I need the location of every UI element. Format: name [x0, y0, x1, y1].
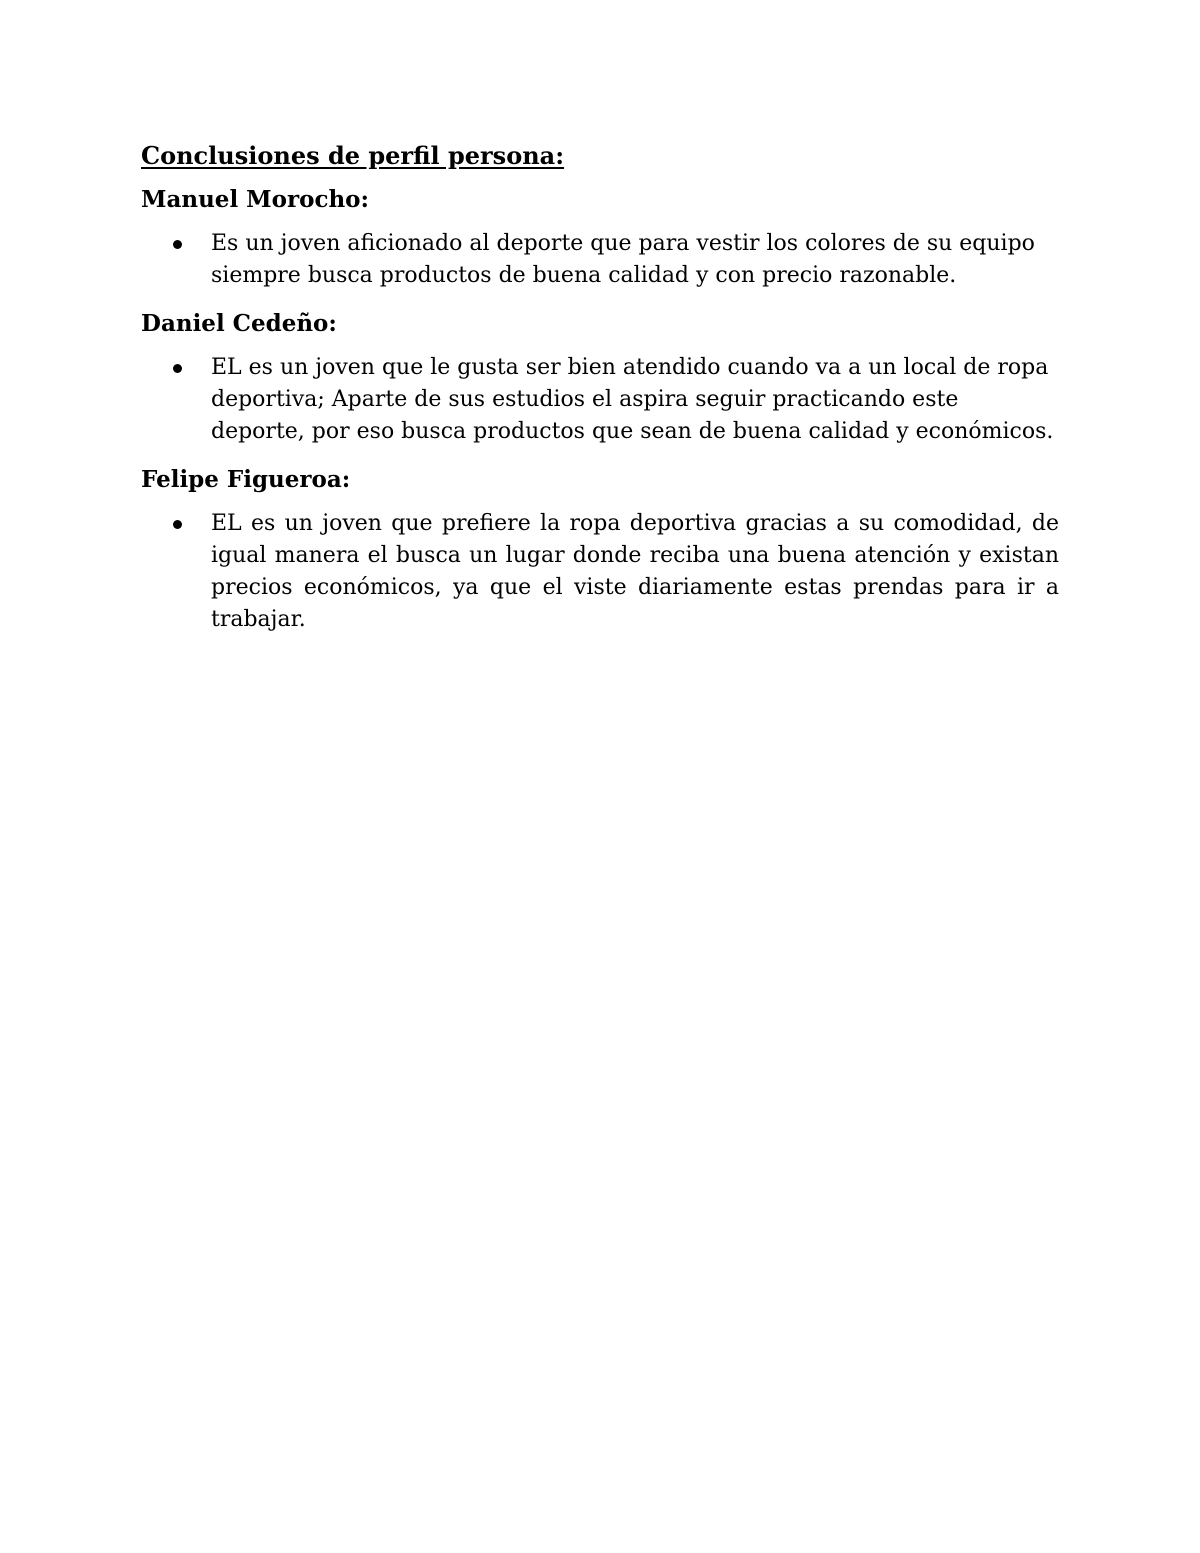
section-heading-felipe-figueroa: Felipe Figueroa:	[141, 466, 351, 493]
list-item	[141, 508, 1059, 636]
section-heading-manuel-morocho: Manuel Morocho:	[141, 186, 370, 213]
bullet-icon	[173, 364, 182, 373]
list-item	[141, 352, 1059, 448]
document-body	[141, 138, 1059, 650]
bullet-text: EL es un joven que prefiere la ropa deportiva gracias a su comodidad, de igual manera el busca un lugar donde reciba una buena atención y existan precios económicos, ya que el viste diariamente estas prendas para ir a trabajar.	[211, 511, 1059, 632]
bullet-list-manuel-morocho	[141, 228, 1059, 292]
bullet-list-daniel-cedeno	[141, 352, 1059, 448]
list-item	[141, 228, 1059, 292]
bullet-text: Es un joven aficionado al deporte que para vestir los colores de su equipo siempre busca productos de buena calidad y con precio razonable.	[211, 231, 1035, 288]
document-title: Conclusiones de perfil persona:	[141, 141, 565, 170]
bullet-text: EL es un joven que le gusta ser bien atendido cuando va a un local de ropa deportiva; Aparte de sus estudios el aspira seguir practicando este deporte, por eso busca productos que sean de buena calidad y económicos.	[211, 355, 1054, 444]
section-heading-daniel-cedeno: Daniel Cedeño:	[141, 310, 337, 337]
bullet-list-felipe-figueroa	[141, 508, 1059, 636]
bullet-icon	[173, 520, 182, 529]
bullet-icon	[173, 240, 182, 249]
